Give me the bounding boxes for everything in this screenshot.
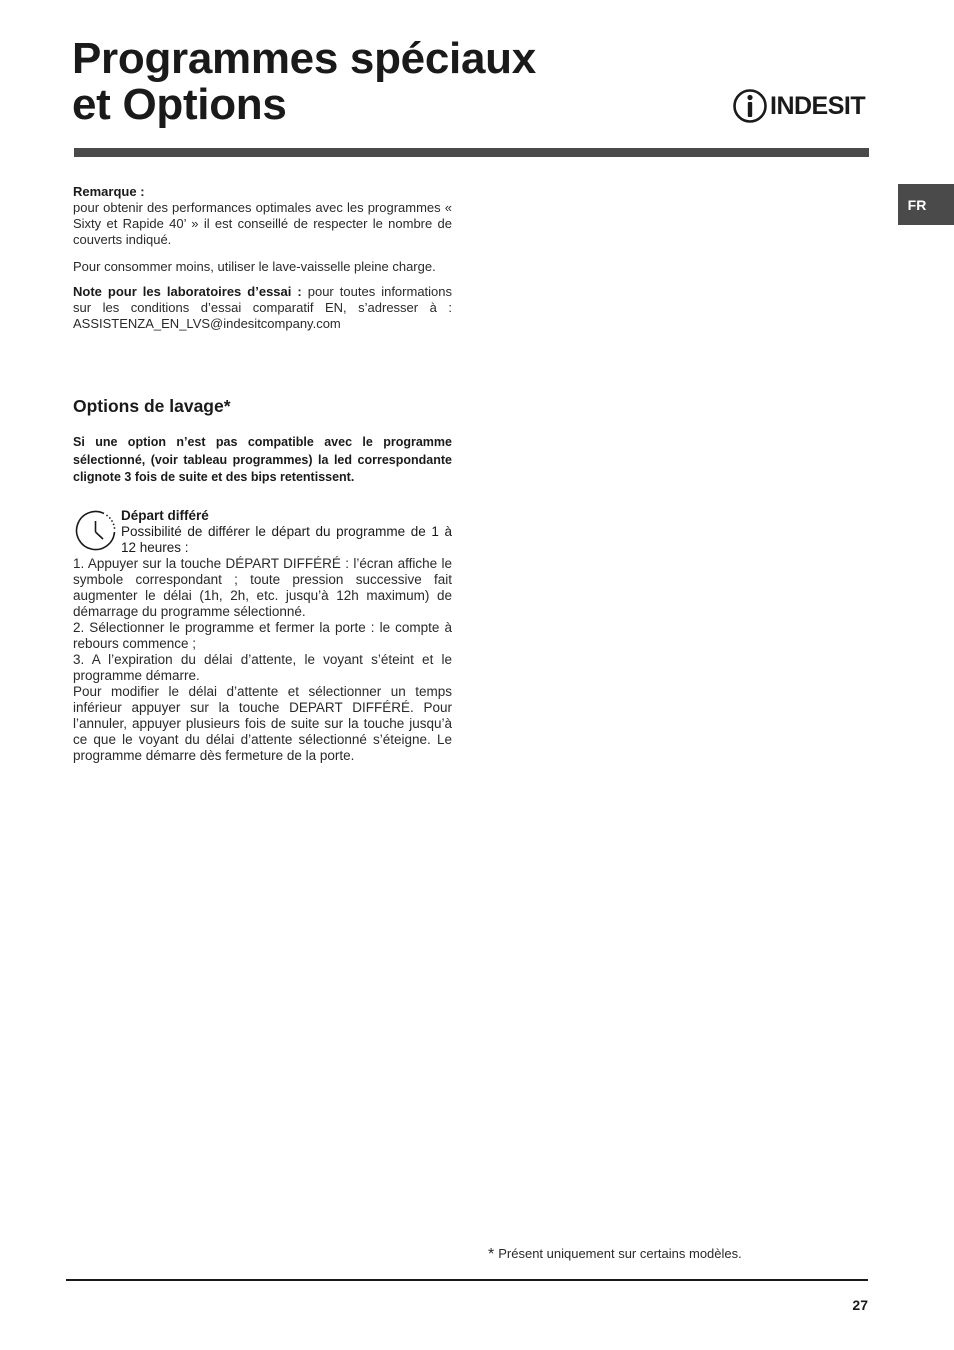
depart-modify-text: Pour modifier le délai d’attente et sélectionner un temps inférieur appuyer sur la touche DEPART DIFFÉRÉ. Pour l’annuler, appuyer plusieurs fois de suite sur la touche jusqu’à ce que le voyant du délai d’attente sélectionné s’éteigne. Le programme démarre dès fermeture de la porte. [73, 684, 452, 763]
labo-note-label: Note pour les laboratoires d’essai : [73, 284, 302, 299]
footnote-star: * [488, 1246, 495, 1263]
options-section-title: Options de lavage* [73, 396, 231, 416]
brand-name: INDESIT [770, 92, 866, 120]
indesit-i-logo-icon [733, 88, 767, 124]
conso-text: Pour consommer moins, utiliser le lave-vaisselle pleine charge. [73, 259, 436, 274]
footnote-text: Présent uniquement sur certains modèles. [498, 1246, 742, 1261]
depart-differe-intro: Possibilité de différer le départ du programme de 1 à 12 heures : [121, 524, 452, 555]
depart-step-2: 2. Sélectionner le programme et fermer la porte : le compte à rebours commence ; [73, 620, 452, 651]
depart-differe-body [73, 556, 452, 764]
page-number: 27 [852, 1297, 868, 1313]
delay-clock-icon [74, 508, 118, 557]
page-title: Programmes spéciaux et Options [72, 34, 536, 129]
depart-differe-header [121, 508, 452, 556]
depart-differe-title: Départ différé [121, 508, 209, 523]
footnote [488, 1246, 742, 1264]
options-warning: Si une option n’est pas compatible avec le programme sélectionné, (voir tableau programmes) la led correspondante clignote 3 fois de suite et des bips retentissent. [73, 435, 452, 484]
labo-note-text: pour toutes informations sur les conditions d’essai comparatif EN, s’adresser à : ASSISTENZA_EN_LVS@indesitcompany.com [73, 284, 453, 331]
depart-step-1: 1. Appuyer sur la touche DÉPART DIFFÉRÉ : l’écran affiche le symbole correspondant ; toute pression successive fait augmenter le délai (1h, 2h, etc. jusqu’à 12h maximum) de démarrage du programme sélectionné. [73, 556, 452, 619]
remarque-text: pour obtenir des performances optimales avec les programmes « Sixty et Rapide 40’ » il est conseillé de respecter le nombre de couverts indiqué. [73, 200, 452, 247]
header-rule [74, 148, 869, 157]
depart-step-3: 3. A l’expiration du délai d’attente, le voyant s’éteint et le programme démarre. [73, 652, 452, 683]
remarque-label: Remarque : [73, 184, 145, 199]
brand-logo [733, 88, 865, 124]
labo-note-block [73, 284, 452, 332]
remarque-block [73, 184, 452, 248]
conso-block [73, 259, 452, 275]
footer-rule [66, 1279, 868, 1281]
language-tab: FR [898, 184, 954, 225]
